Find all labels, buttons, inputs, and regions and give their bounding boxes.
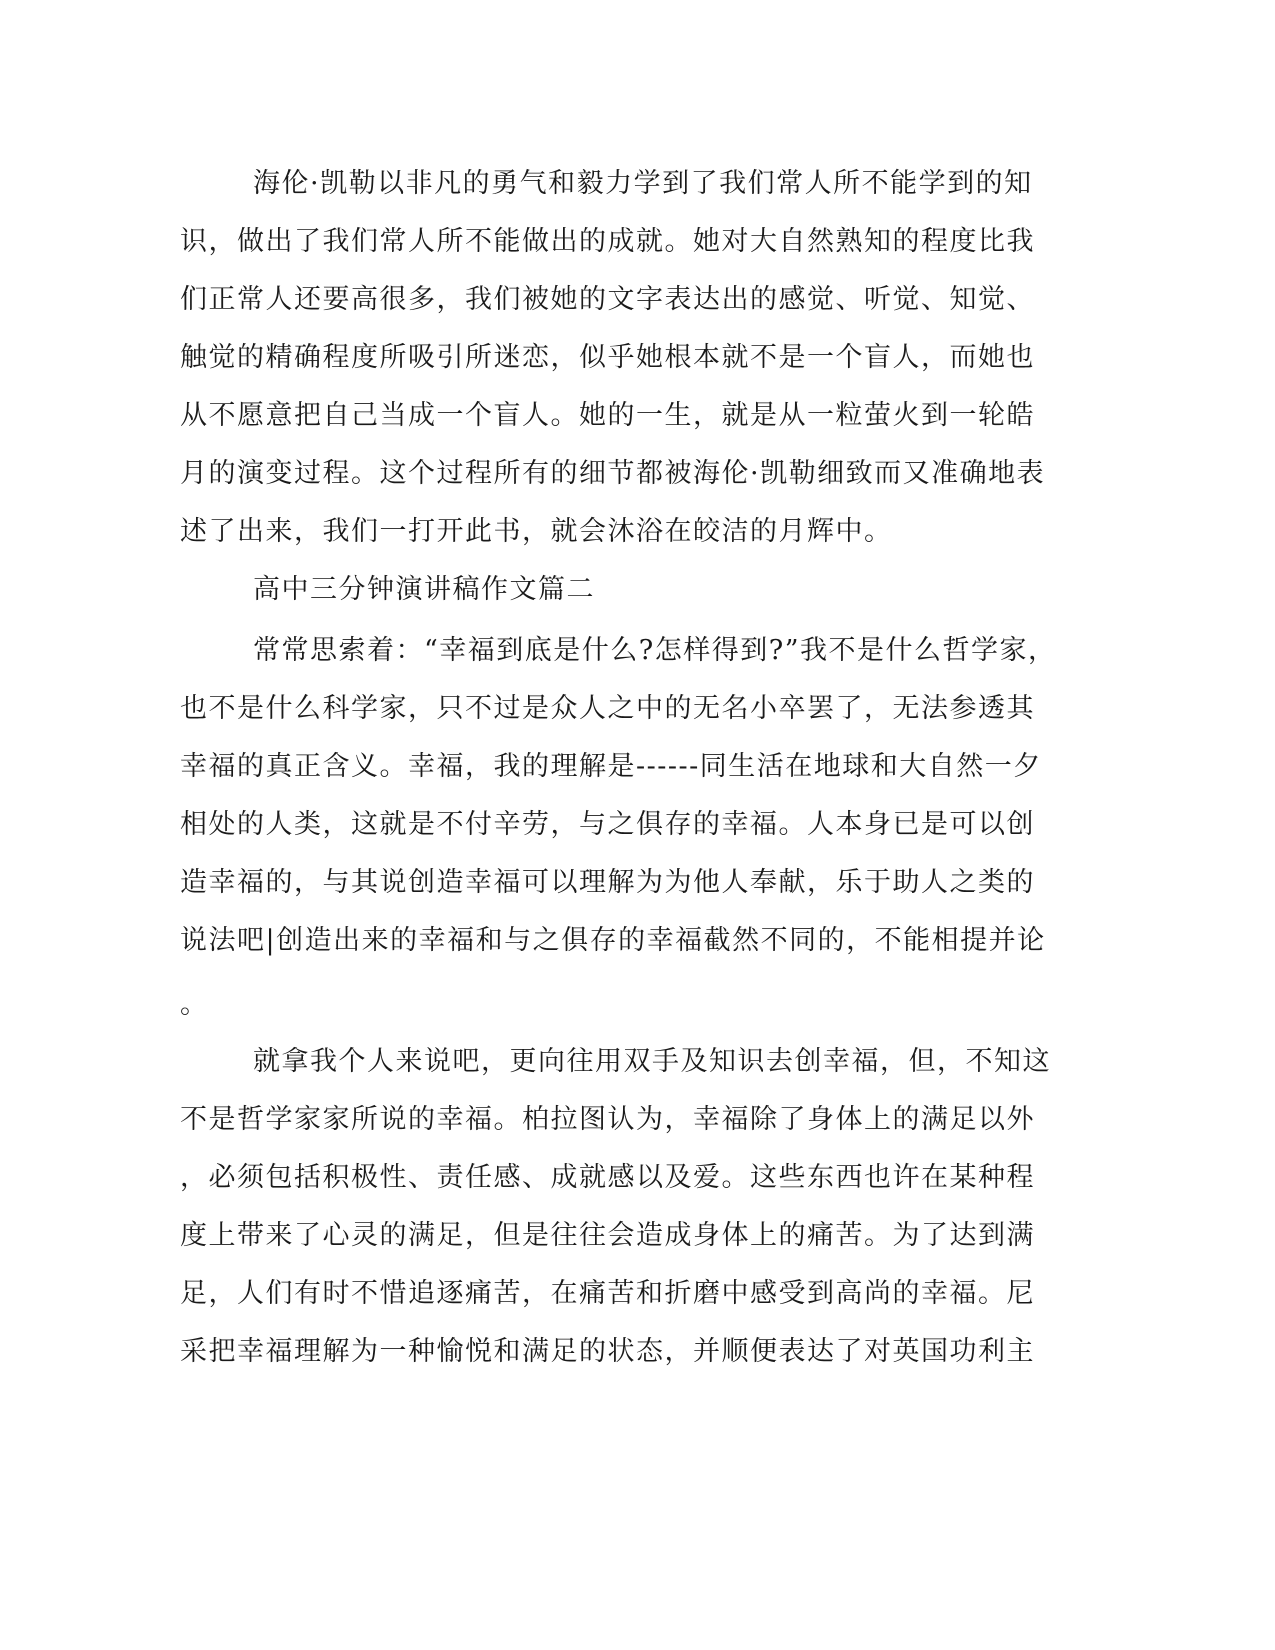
text-line-17: 不是哲学家家所说的幸福。柏拉图认为，幸福除了身体上的满足以外 (180, 1104, 1035, 1135)
text-line-21: 采把幸福理解为一种愉悦和满足的状态，并顺便表达了对英国功利主 (180, 1336, 1035, 1367)
section-heading: 高中三分钟演讲稿作文篇二 (253, 574, 595, 605)
text-line-6: 月的演变过程。这个过程所有的细节都被海伦·凯勒细致而又准确地表 (180, 458, 1046, 489)
text-line-2: 识，做出了我们常人所不能做出的成就。她对大自然熟知的程度比我 (180, 226, 1035, 257)
text-line-11: 幸福的真正含义。幸福，我的理解是------同生活在地球和大自然一夕 (180, 751, 1042, 782)
text-line-3: 们正常人还要高很多，我们被她的文字表达出的感觉、听觉、知觉、 (180, 284, 1035, 315)
text-line-1: 海伦·凯勒以非凡的勇气和毅力学到了我们常人所不能学到的知 (253, 168, 1033, 199)
text-line-9: 常常思索着：“幸福到底是什么?怎样得到?”我不是什么哲学家， (253, 635, 1057, 666)
text-line-12: 相处的人类，这就是不付辛劳，与之俱存的幸福。人本身已是可以创 (180, 809, 1035, 840)
text-line-19: 度上带来了心灵的满足，但是往往会造成身体上的痛苦。为了达到满 (180, 1220, 1035, 1251)
text-line-10: 也不是什么科学家，只不过是众人之中的无名小卒罢了，无法参透其 (180, 693, 1035, 724)
text-line-14: 说法吧|创造出来的幸福和与之俱存的幸福截然不同的，不能相提并论 (180, 925, 1046, 956)
text-line-18: ，必须包括积极性、责任感、成就感以及爱。这些东西也许在某种程 (180, 1162, 1035, 1193)
text-line-7: 述了出来，我们一打开此书，就会沐浴在皎洁的月辉中。 (180, 516, 893, 547)
text-line-4: 触觉的精确程度所吸引所迷恋，似乎她根本就不是一个盲人，而她也 (180, 342, 1035, 373)
text-line-5: 从不愿意把自己当成一个盲人。她的一生，就是从一粒萤火到一轮皓 (180, 400, 1035, 431)
text-line-16: 就拿我个人来说吧，更向往用双手及知识去创幸福，但，不知这 (253, 1046, 1051, 1077)
text-line-20: 足，人们有时不惜追逐痛苦，在痛苦和折磨中感受到高尚的幸福。尼 (180, 1278, 1035, 1309)
text-line-15: 。 (180, 989, 209, 1020)
text-line-13: 造幸福的，与其说创造幸福可以理解为为他人奉献，乐于助人之类的 (180, 867, 1035, 898)
